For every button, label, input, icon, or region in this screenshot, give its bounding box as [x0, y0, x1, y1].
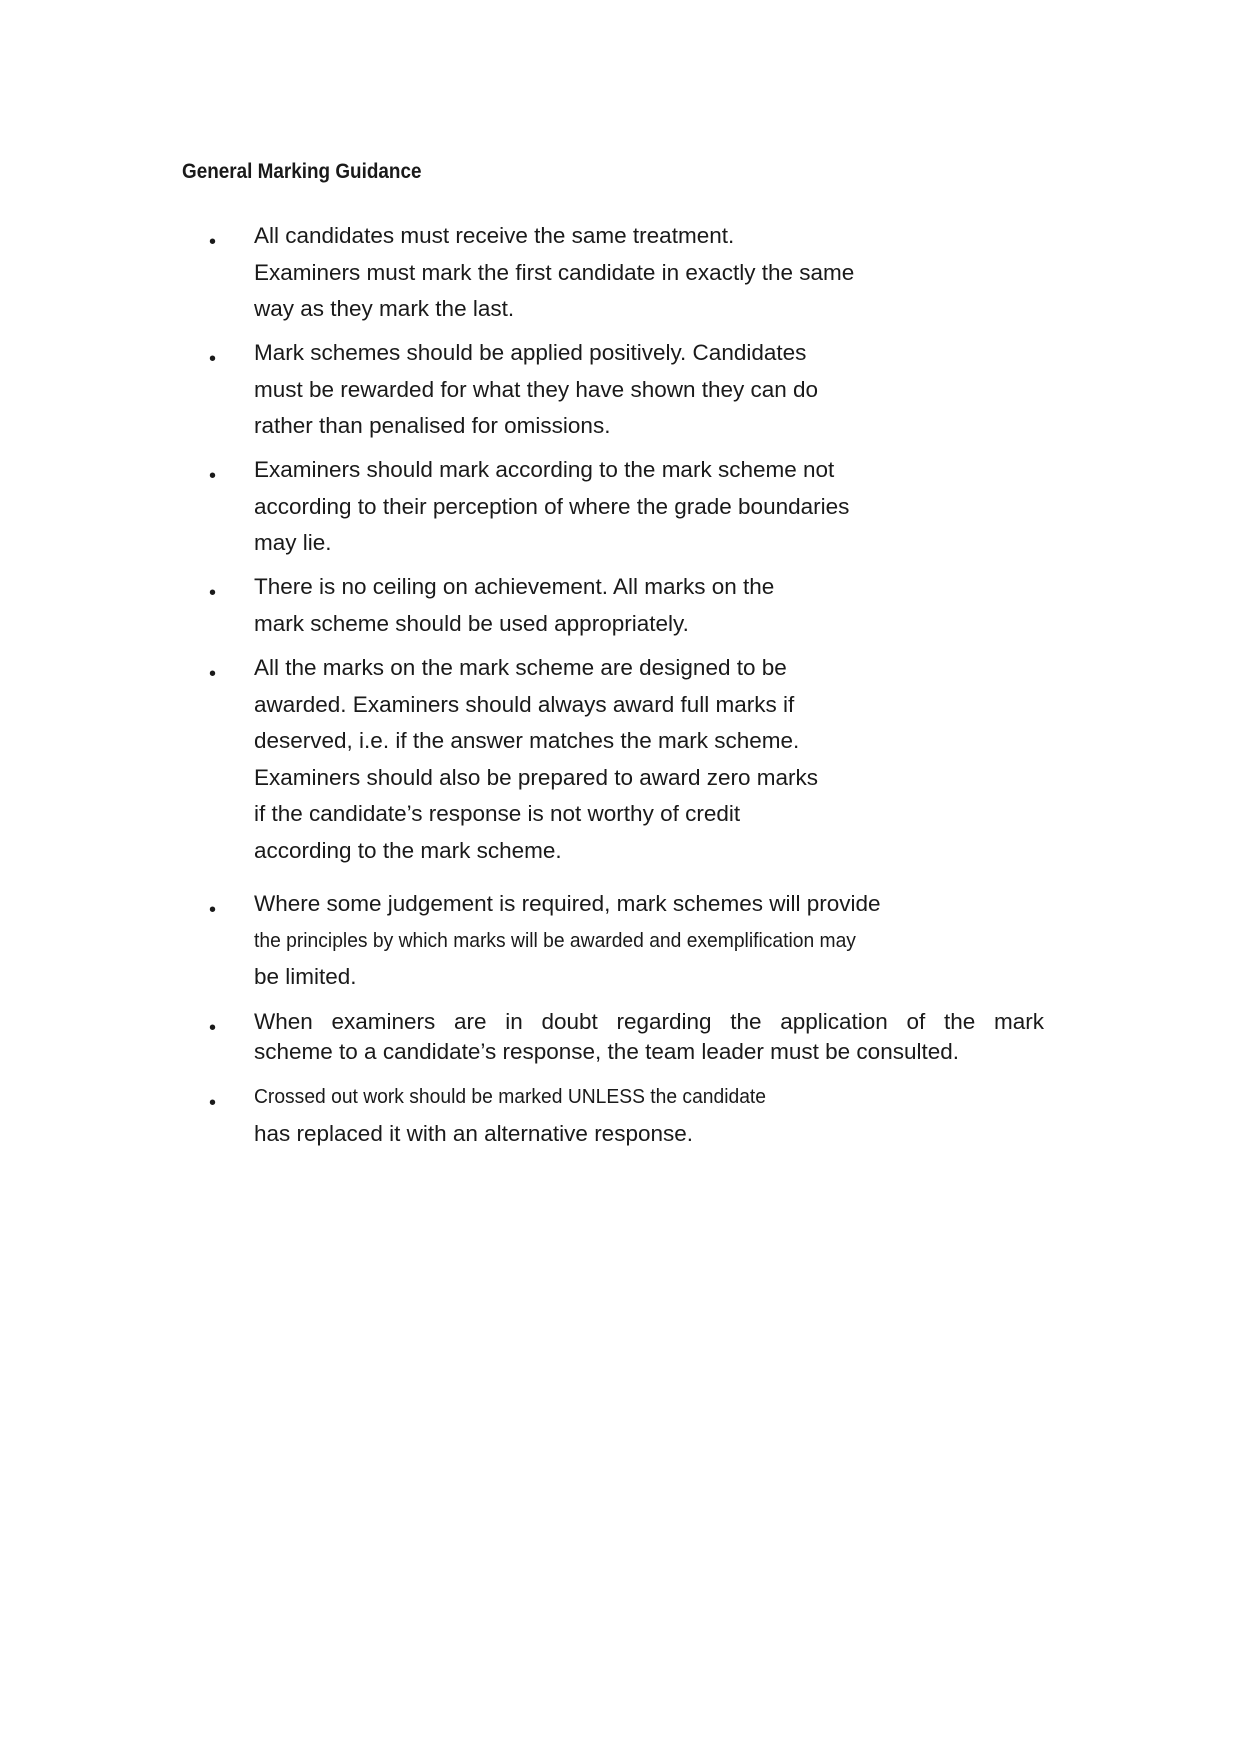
text-line: be limited.	[254, 964, 357, 989]
text-line: Examiners should mark according to the mark scheme not	[254, 457, 835, 482]
page-heading: General Marking Guidance	[182, 160, 422, 183]
guidance-text	[254, 1079, 799, 1152]
bullet-icon: •	[209, 663, 217, 685]
text-line: mark scheme should be used appropriately.	[254, 610, 689, 636]
guidance-text	[254, 218, 854, 328]
bullet-icon: •	[209, 582, 217, 604]
text-line: All the marks on the mark scheme are designed to be	[254, 655, 787, 680]
guidance-text	[254, 650, 818, 869]
text-line: may lie.	[254, 530, 332, 555]
text-line: There is no ceiling on achievement. All marks on the	[254, 574, 775, 599]
text-line: Where some judgement is required, mark schemes will provide	[254, 891, 881, 916]
bullet-icon: •	[209, 348, 217, 370]
guidance-text	[254, 452, 849, 562]
text-line: according to their perception of where the grade boundaries	[254, 493, 850, 519]
text-line: if the candidate’s response is not worthy of credit	[254, 801, 741, 826]
text-line: When examiners are in doubt regarding the application of the mark	[254, 1009, 1044, 1034]
text-line: Crossed out work should be marked UNLESS the candidate	[254, 1085, 767, 1108]
text-line: must be rewarded for what they have shown they can do	[254, 376, 819, 402]
text-line: way as they mark the last.	[254, 296, 515, 321]
guidance-text	[254, 335, 818, 445]
bullet-icon: •	[209, 1017, 217, 1039]
guidance-text	[254, 569, 774, 642]
text-line: rather than penalised for omissions.	[254, 413, 611, 438]
text-line: the principles by which marks will be awarded and exemplification may	[254, 928, 856, 952]
text-line: All candidates must receive the same treatment.	[254, 223, 735, 248]
text-line: awarded. Examiners should always award full marks if	[254, 691, 795, 717]
text-line: according to the mark scheme.	[254, 837, 562, 863]
bullet-icon: •	[209, 465, 217, 487]
text-line: Mark schemes should be applied positively. Candidates	[254, 340, 807, 365]
bullet-icon: •	[209, 899, 217, 921]
text-line: scheme to a candidate’s response, the team leader must be consulted.	[254, 1039, 960, 1064]
text-line: Examiners must mark the first candidate in exactly the same	[254, 259, 855, 285]
guidance-text	[254, 886, 894, 996]
guidance-text	[254, 1007, 1044, 1067]
text-line: deserved, i.e. if the answer matches the mark scheme.	[254, 728, 800, 753]
bullet-icon: •	[209, 231, 217, 253]
text-line: has replaced it with an alternative response.	[254, 1120, 694, 1146]
bullet-icon: •	[209, 1092, 217, 1114]
text-line: Examiners should also be prepared to award zero marks	[254, 764, 819, 790]
